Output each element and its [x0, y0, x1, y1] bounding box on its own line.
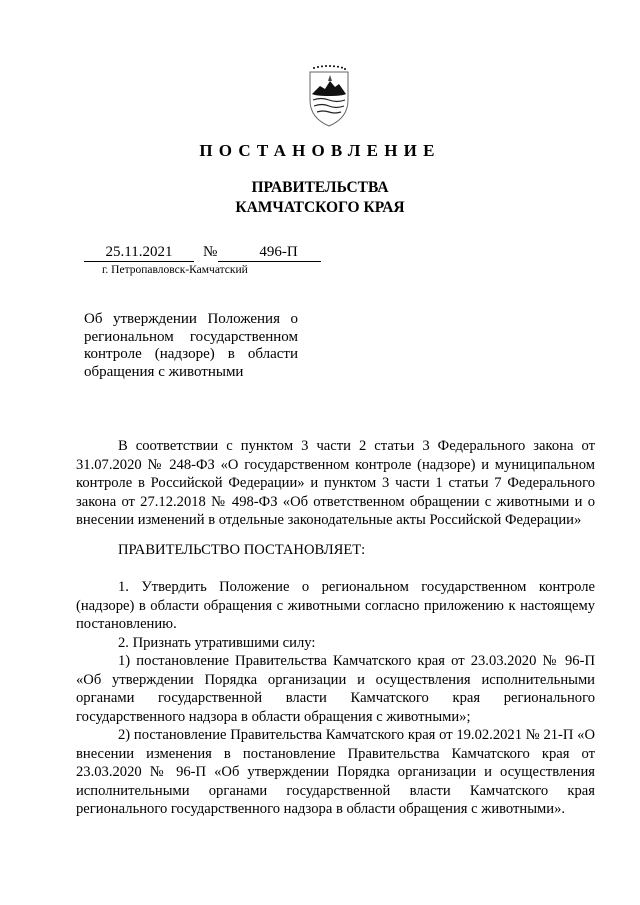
issuing-authority: [0, 178, 640, 218]
items-block: [76, 578, 595, 819]
decree-block: [76, 541, 595, 560]
item-paragraph: 2. Признать утратившими силу:: [118, 634, 316, 651]
document-type-title: ПОСТАНОВЛЕНИЕ: [199, 141, 441, 160]
item-paragraph: 1. Утвердить Положение о региональном государственном контроле (надзоре) в области обращения с животными согласно приложению к настоящему постановлению.: [76, 579, 595, 632]
preamble-paragraph: В соответствии с пунктом 3 части 2 статьи 3 Федерального закона от 31.07.2020 № 248-ФЗ «О государственном контроле (надзоре) и муниципальном контроле в Российской Федерации» и пунктом 3 части 1 статьи 7 Федерального закона от 27.12.2018 № 498-ФЗ «Об ответственном обращении с животными и о внесении изменений в отдельные законодательные акты Российской Федерации»: [76, 438, 595, 528]
preamble-block: [76, 437, 595, 530]
document-subject: Об утверждении Положения о региональном государственном контроле (надзоре) в области обращения с животными: [84, 311, 298, 380]
authority-line-2: КАМЧАТСКОГО КРАЯ: [235, 199, 405, 216]
item-paragraph: 2) постановление Правительства Камчатского края от 19.02.2021 № 21-П «О внесении изменения в постановление Правительства Камчатского края от 23.03.2020 № 96-П «Об утверждении Порядка организации и осуществления исполнительными органами государственной власти Камчатского края регионального государственного надзора в области обращения с животными».: [76, 727, 595, 817]
date-underline: [84, 261, 194, 262]
issue-city: г. Петропавловск-Камчатский: [102, 264, 248, 276]
number-sign: №: [203, 244, 218, 260]
document-number: 496-П: [259, 244, 298, 260]
kamchatka-coat-of-arms-icon: [304, 64, 354, 128]
item-paragraph: 1) постановление Правительства Камчатского края от 23.03.2020 № 96-П «Об утверждении Порядка организации и осуществления исполнительными органами государственной власти Камчатского края регионального государственного надзора в области обращения с животными»;: [76, 653, 595, 725]
number-underline: [218, 261, 321, 262]
authority-line-1: ПРАВИТЕЛЬСТВА: [251, 179, 389, 196]
decree-line: ПРАВИТЕЛЬСТВО ПОСТАНОВЛЯЕТ:: [118, 542, 366, 558]
document-date: 25.11.2021: [105, 244, 173, 260]
